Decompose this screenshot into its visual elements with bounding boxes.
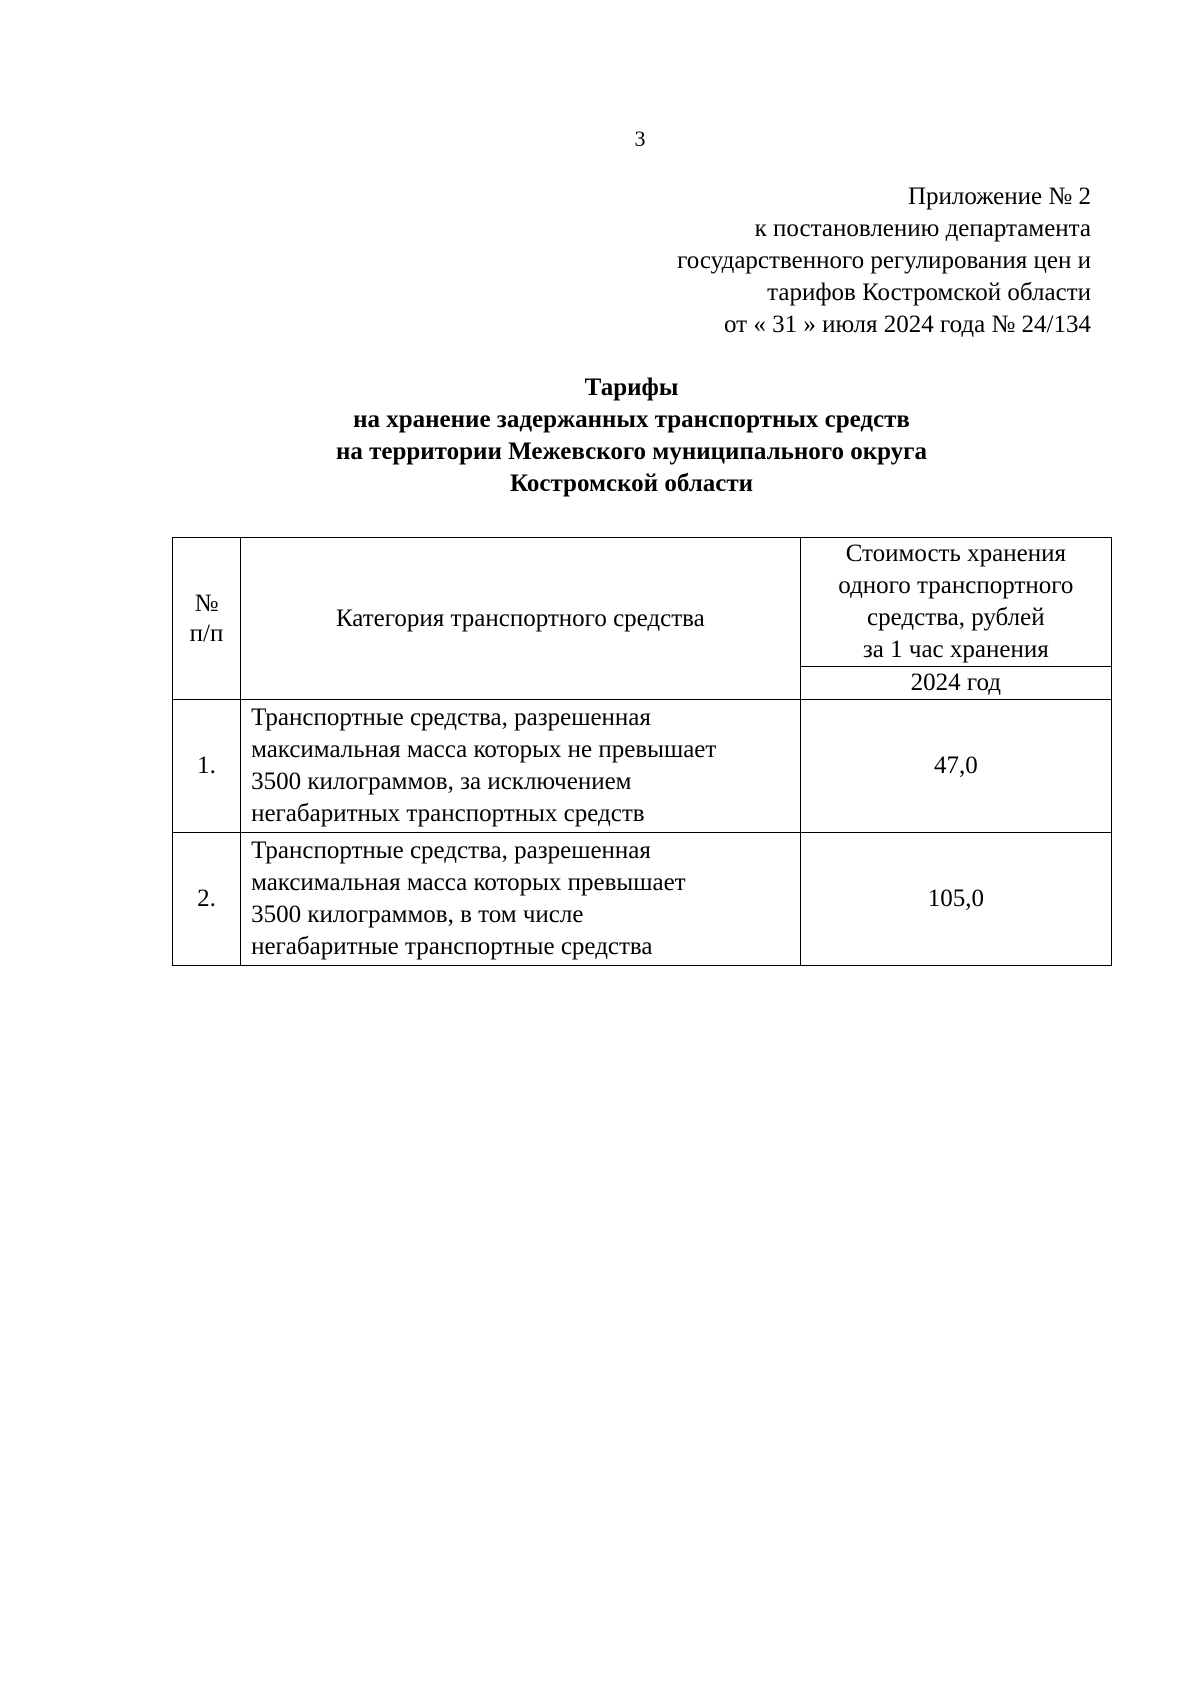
row-category bbox=[241, 833, 801, 966]
annex-line: государственного регулирования цен и bbox=[677, 247, 1091, 274]
header-cost-line: одного транспортного bbox=[838, 572, 1074, 599]
header-number-line: № bbox=[194, 589, 219, 617]
row-category-line: максимальная масса которых превышает bbox=[251, 869, 686, 896]
table-header-row bbox=[173, 538, 1112, 667]
table-row bbox=[173, 700, 1112, 833]
annex-block bbox=[677, 181, 1091, 341]
row-category bbox=[241, 700, 801, 833]
title-line: Костромской области bbox=[509, 470, 754, 497]
row-category-line: негабаритных транспортных средств bbox=[251, 800, 645, 827]
row-category-line: Транспортные средства, разрешенная bbox=[251, 837, 651, 864]
row-value: 47,0 bbox=[800, 700, 1111, 833]
annex-line: к постановлению департамента bbox=[754, 215, 1091, 242]
row-value: 105,0 bbox=[800, 833, 1111, 966]
header-cost-line: средства, рублей bbox=[867, 604, 1045, 631]
header-number bbox=[173, 538, 241, 700]
row-category-line: 3500 килограммов, за исключением bbox=[251, 768, 632, 795]
row-category-line: 3500 килограммов, в том числе bbox=[251, 901, 584, 928]
header-category: Категория транспортного средства bbox=[241, 538, 801, 700]
page-number: 3 bbox=[634, 126, 646, 151]
header-number-line: п/п bbox=[189, 619, 224, 647]
title-line: на хранение задержанных транспортных средств bbox=[353, 406, 910, 433]
annex-line: Приложение № 2 bbox=[907, 183, 1091, 210]
tariffs-table bbox=[172, 537, 1112, 966]
row-category-line: Транспортные средства, разрешенная bbox=[251, 704, 651, 731]
document-title bbox=[0, 372, 1200, 500]
annex-line: тарифов Костромской области bbox=[767, 279, 1091, 306]
row-category-line: негабаритные транспортные средства bbox=[251, 933, 653, 960]
annex-line: от « 31 » июля 2024 года № 24/134 bbox=[723, 311, 1091, 338]
row-number: 2. bbox=[173, 833, 241, 966]
title-line: Тарифы bbox=[584, 374, 679, 401]
header-cost-line: за 1 час хранения bbox=[862, 636, 1049, 663]
header-cost-line: Стоимость хранения bbox=[845, 540, 1066, 567]
row-number: 1. bbox=[173, 700, 241, 833]
header-cost bbox=[800, 538, 1111, 667]
table-row bbox=[173, 833, 1112, 966]
title-line: на территории Межевского муниципального округа bbox=[335, 438, 928, 465]
header-year: 2024 год bbox=[800, 667, 1111, 700]
row-category-line: максимальная масса которых не превышает bbox=[251, 736, 717, 763]
